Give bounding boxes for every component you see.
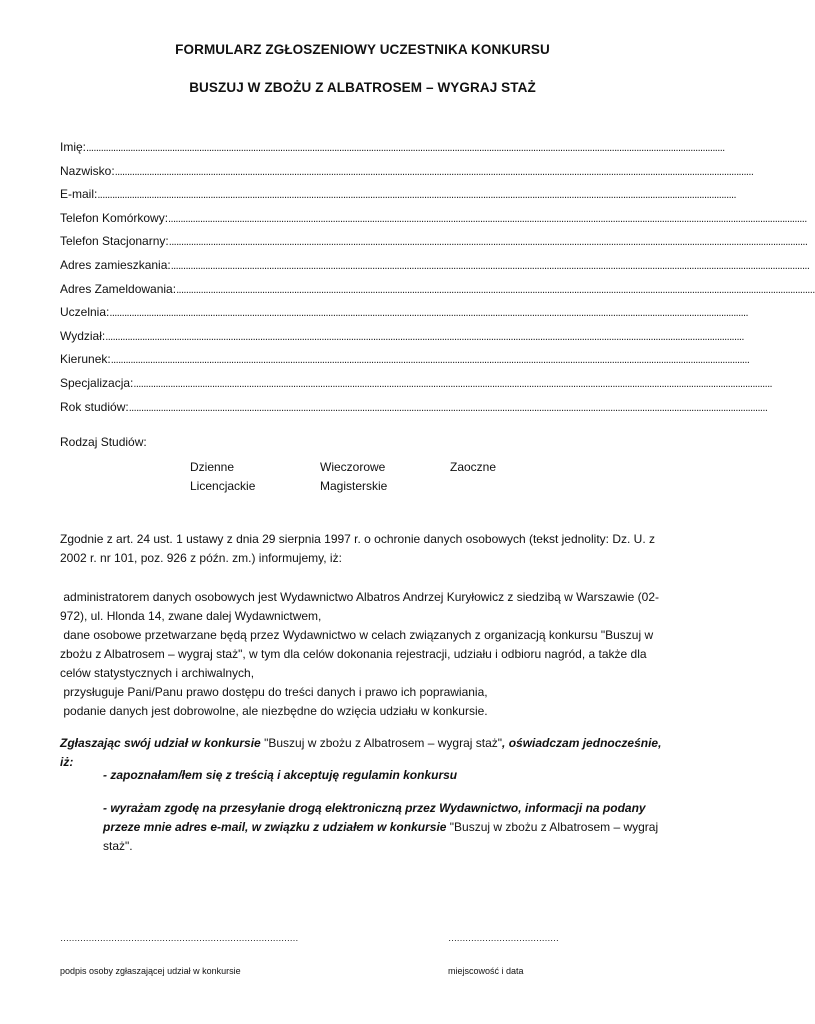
field-label: Uczelnia: xyxy=(60,305,110,320)
declaration-point-rules: - zapoznałam/łem się z treścią i akceptuję regulamin konkursu xyxy=(103,768,458,782)
fill-line: .................................................................................................................................................................................................................................................................... xyxy=(128,401,768,414)
email-field[interactable] xyxy=(60,187,736,211)
study-option-full-time[interactable]: Dzienne xyxy=(190,460,235,474)
list-item: przysługuje Pani/Panu prawo dostępu do treści danych i prawo ich poprawiania, xyxy=(63,685,488,699)
study-year-field[interactable] xyxy=(60,399,768,424)
major-field[interactable] xyxy=(60,352,750,376)
signature-line[interactable]: ………………………………………………………………………… xyxy=(60,933,298,943)
university-field[interactable] xyxy=(60,305,748,329)
registered-address-field[interactable] xyxy=(60,281,815,306)
field-label: Specjalizacja: xyxy=(60,375,134,390)
place-date-line[interactable]: ………………………………… xyxy=(448,933,559,943)
study-option-evening[interactable]: Wieczorowe xyxy=(320,460,386,474)
specialization-field[interactable] xyxy=(60,375,772,400)
declaration-point-consent: - wyrażam zgodę na przesyłanie drogą elektroniczną przez Wydawnictwo, informacji na podany przeze mnie adres e-mail, w związku z udziałem w konkursie "Buszuj w zbożu z Albatrosem – wygraj staż". xyxy=(103,801,659,853)
fill-line: .................................................................................................................................................................................................................................................................... xyxy=(86,142,725,154)
fill-line: .................................................................................................................................................................................................................................................................... xyxy=(176,283,815,296)
study-option-extramural[interactable]: Zaoczne xyxy=(450,460,497,474)
field-label: Adres Zameldowania: xyxy=(60,281,177,296)
fill-line: .................................................................................................................................................................................................................................................................... xyxy=(168,212,807,225)
study-option-bachelor[interactable]: Licencjackie xyxy=(190,479,256,493)
first-name-field[interactable] xyxy=(60,140,725,164)
field-label: Nazwisko: xyxy=(60,163,115,178)
declaration-intro: Zgłaszając swój udział w konkursie "Buszuj w zbożu z Albatrosem – wygraj staż", oświadczam jednocześnie, iż: xyxy=(60,736,662,769)
fill-line: .................................................................................................................................................................................................................................................................... xyxy=(97,189,736,202)
signature-label: podpis osoby zgłaszającej udział w konkursie xyxy=(60,966,241,976)
fill-line: .................................................................................................................................................................................................................................................................... xyxy=(114,165,754,178)
fill-line: .................................................................................................................................................................................................................................................................... xyxy=(105,330,744,343)
fill-line: .................................................................................................................................................................................................................................................................... xyxy=(110,354,750,367)
list-item: podanie danych jest dobrowolne, ale niezbędne do wzięcia udziału w konkursie. xyxy=(63,704,488,718)
mobile-phone-field[interactable] xyxy=(60,210,807,235)
field-label: Telefon Stacjonarny: xyxy=(60,234,169,249)
field-label: Rok studiów: xyxy=(60,399,129,414)
field-label: Kierunek: xyxy=(60,352,111,367)
data-protection-intro: Zgodnie z art. 24 ust. 1 ustawy z dnia 29 sierpnia 1997 r. o ochronie danych osobowych (tekst jednolity: Dz. U. z 2002 r. nr 101, poz. 926 z późn. zm.) informujemy, iż: xyxy=(60,532,655,565)
applicant-fields xyxy=(60,140,815,423)
fill-line: .................................................................................................................................................................................................................................................................... xyxy=(109,307,748,320)
field-label: Adres zamieszkania: xyxy=(60,257,171,272)
faculty-field[interactable] xyxy=(60,328,744,353)
study-type-label: Rodzaj Studiów: xyxy=(60,435,147,449)
place-date-label: miejscowość i data xyxy=(448,966,524,976)
list-item: dane osobowe przetwarzane będą przez Wydawnictwo w celach związanych z organizacją konkursu "Buszuj w zbożu z Albatrosem – wygraj staż", w tym dla celów dokonania rejestracji, udziału i odbioru nagród, a także dla celów statystycznych i archiwalnych, xyxy=(60,628,654,680)
landline-phone-field[interactable] xyxy=(60,234,808,258)
list-item: administratorem danych osobowych jest Wydawnictwo Albatros Andrzej Kuryłowicz z siedzibą w Warszawie (02-972), ul. Hlonda 14, zwane dalej Wydawnictwem, xyxy=(60,590,660,623)
fill-line: .................................................................................................................................................................................................................................................................... xyxy=(170,259,810,272)
fill-line: .................................................................................................................................................................................................................................................................... xyxy=(133,377,772,390)
field-label: Imię: xyxy=(60,140,87,154)
study-option-master[interactable]: Magisterskie xyxy=(320,479,388,493)
field-label: Wydział: xyxy=(60,328,106,343)
contest-title: BUSZUJ W ZBOŻU Z ALBATROSEM – WYGRAJ STAŻ xyxy=(189,80,536,95)
data-protection-list xyxy=(60,588,670,721)
field-label: Telefon Komórkowy: xyxy=(60,210,169,225)
form-title: FORMULARZ ZGŁOSZENIOWY UCZESTNIKA KONKURSU xyxy=(175,42,550,57)
residence-address-field[interactable] xyxy=(60,257,810,282)
field-label: E-mail: xyxy=(60,187,98,202)
fill-line: .................................................................................................................................................................................................................................................................... xyxy=(168,236,808,249)
last-name-field[interactable] xyxy=(60,163,754,188)
